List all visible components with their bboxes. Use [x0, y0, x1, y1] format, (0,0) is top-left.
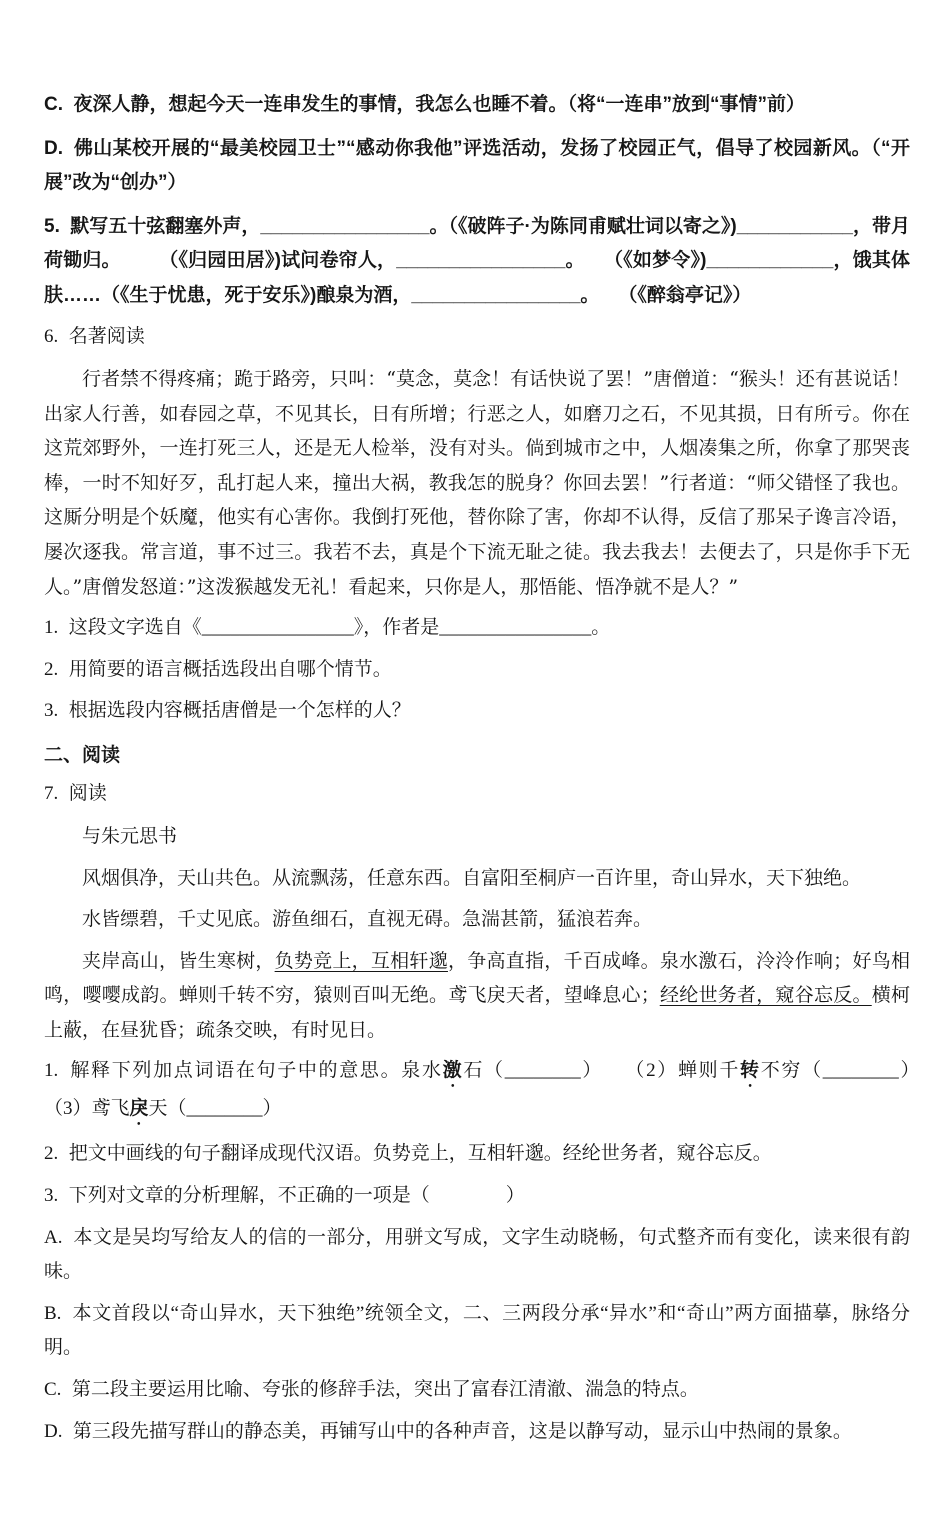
q7-sub1-segment: 解释下列加点词语在句子中的意思。泉水 — [68, 1060, 443, 1082]
question-5-dictation — [44, 210, 910, 314]
question-6-title: 名著阅读 — [68, 326, 145, 348]
section-2-heading: 二、阅读 — [44, 744, 121, 766]
option-c-text: 夜深人静，想起今天一连串发生的事情，我怎么也睡不着。（将“一连串”放到“事情”前） — [73, 94, 805, 115]
q7-option-c-label: C. — [44, 1378, 62, 1400]
essay-paragraph-3 — [44, 944, 910, 1048]
essay-paragraph-2: 水皆缥碧，千丈见底。游鱼细石，直视无碍。急湍甚箭，猛浪若奔。 — [82, 908, 653, 931]
essay-p3-underlined-1: 负势竞上，互相轩邈 — [274, 949, 448, 972]
q7-option-c-text: 第二段主要运用比喻、夸张的修辞手法，突出了富春江清澈、湍急的特点。 — [71, 1378, 699, 1400]
q6-sub-question-1 — [44, 611, 910, 646]
essay-paragraph-1: 风烟俱净，天山共色。从流飘荡，任意东西。自富阳至桐庐一百许里，奇山异水，天下独绝。 — [82, 866, 862, 889]
q7-sub3-text: 下列对文章的分析理解，不正确的一项是（ ） — [68, 1185, 525, 1207]
q6-sub2-number: 2. — [44, 658, 59, 680]
q7-sub1-segment: 不穷（________） （3）鸢飞 — [44, 1060, 948, 1120]
novel-excerpt-passage: 行者禁不得疼痛；跪于路旁，只叫：“莫念，莫念！有话快说了罢！”唐僧道：“猴头！还有甚说话！出家人行善，如春园之草，不见其长，日有所增；行恶之人，如磨刀之石，不见其损，日有所亏。你在这荒郊野外，一连打死三人，还是无人检举，没有对头。倘到城市之中，人烟凑集之所，你拿了那哭丧棒，一时不知好歹，乱打起人来，撞出大祸，教我怎的脱身？你回去罢！”行者道：“师父错怪了我也。这厮分明是个妖魔，他实有心害你。我倒打死他，替你除了害，你却不认得，反信了那呆子谗言冷语，屡次逐我。常言道，事不过三。我若不去，真是个下流无耻之徒。我去我去！去便去了，只是你手下无人。”唐僧发怒道：”这泼猴越发无礼！看起来，只你是人，那悟能、悟净就不是人？” — [44, 368, 910, 598]
question-5-number: 5. — [44, 215, 60, 237]
q6-sub1-number: 1. — [44, 617, 59, 639]
q7-sub3-number: 3. — [44, 1185, 59, 1207]
essay-p3-underlined-2: 经纶世务者，窥谷忘反。 — [659, 984, 872, 1007]
q7-option-b-text: 本文首段以“奇山异水，天下独绝”统领全文，二、三两段分承“异水”和“奇山”两方面描摹，脉络分明。 — [44, 1302, 910, 1359]
q7-option-b — [44, 1297, 910, 1366]
q6-sub-question-2 — [44, 653, 910, 688]
q7-option-a — [44, 1221, 910, 1290]
q7-sub1-segment: 天（________） — [148, 1098, 282, 1120]
essay-p3-segment: ，争高直指，千百成峰。泉水激石，泠泠作响；好鸟相鸣，嘤嘤成韵。蝉则千转不穷，猿则百叫无绝。鸢飞戾天者，望峰息心； — [44, 949, 910, 1007]
mc-option-d — [44, 132, 910, 201]
q7-sub1-emphasized-word-3: 戾 — [129, 1098, 149, 1120]
q7-sub-question-3 — [44, 1179, 910, 1214]
q7-option-d-label: D. — [44, 1420, 63, 1442]
q6-sub3-text: 根据选段内容概括唐僧是一个怎样的人？ — [68, 700, 411, 722]
q7-sub2-text: 把文中画线的句子翻译成现代汉语。负势竞上，互相轩邈。经纶世务者，窥谷忘反。 — [68, 1143, 772, 1165]
question-6-number: 6. — [44, 326, 59, 348]
q7-sub1-number: 1. — [44, 1060, 59, 1082]
q7-option-a-text: 本文是吴均写给友人的信的一部分，用骈文写成，文字生动晓畅，句式整齐而有变化，读来很有韵味。 — [44, 1226, 910, 1283]
q7-option-d — [44, 1415, 910, 1450]
option-d-label: D. — [44, 137, 63, 159]
question-7-heading — [44, 777, 910, 812]
q7-sub1-emphasized-word-2: 转 — [740, 1060, 761, 1082]
q7-sub1-segment: 石（________） （2）蝉则千 — [463, 1060, 741, 1082]
question-7-number: 7. — [44, 783, 59, 805]
q7-option-a-label: A. — [44, 1226, 63, 1248]
q7-sub2-number: 2. — [44, 1143, 59, 1165]
essay-p3-segment: 横柯上蔽，在昼犹昏；疏条交映，有时见日。 — [44, 984, 910, 1041]
q7-sub-question-1 — [44, 1054, 948, 1130]
q7-option-c — [44, 1373, 910, 1408]
question-6-heading — [44, 320, 910, 355]
q7-sub1-emphasized-word-1: 激 — [442, 1060, 464, 1082]
q7-option-b-label: B. — [44, 1302, 62, 1324]
q6-sub3-number: 3. — [44, 700, 59, 722]
question-7-title: 阅读 — [68, 783, 107, 805]
question-5-text: 默写五十弦翻塞外声，________________。（《破阵子·为陈同甫赋壮词以寄之》)___________，带月荷锄归。 （《归园田居》)试问卷帘人，________________。 （《如梦令》)____________，饿其体肤……（《生于忧患，死于安乐》)酿泉为酒，________________。 （《醉翁亭记》） — [44, 215, 910, 306]
option-d-text: 佛山某校开展的“最美校园卫士”“感动你我他”评选活动，发扬了校园正气，倡导了校园新风。（“开展”改为“创办”） — [44, 137, 910, 194]
essay-p3-segment: 夹岸高山，皆生寒树， — [82, 949, 275, 972]
q6-sub1-text: 这段文字选自《________________》，作者是________________。 — [68, 617, 611, 639]
q7-sub-question-2 — [44, 1137, 910, 1172]
q6-sub-question-3 — [44, 694, 910, 729]
mc-option-c — [44, 88, 910, 123]
q6-sub2-text: 用简要的语言概括选段出自哪个情节。 — [68, 658, 392, 680]
q7-option-d-text: 第三段先描写群山的静态美，再铺写山中的各种声音，这是以静写动，显示山中热闹的景象。 — [72, 1420, 852, 1442]
option-c-label: C. — [44, 94, 63, 115]
essay-title: 与朱元思书 — [82, 824, 178, 847]
